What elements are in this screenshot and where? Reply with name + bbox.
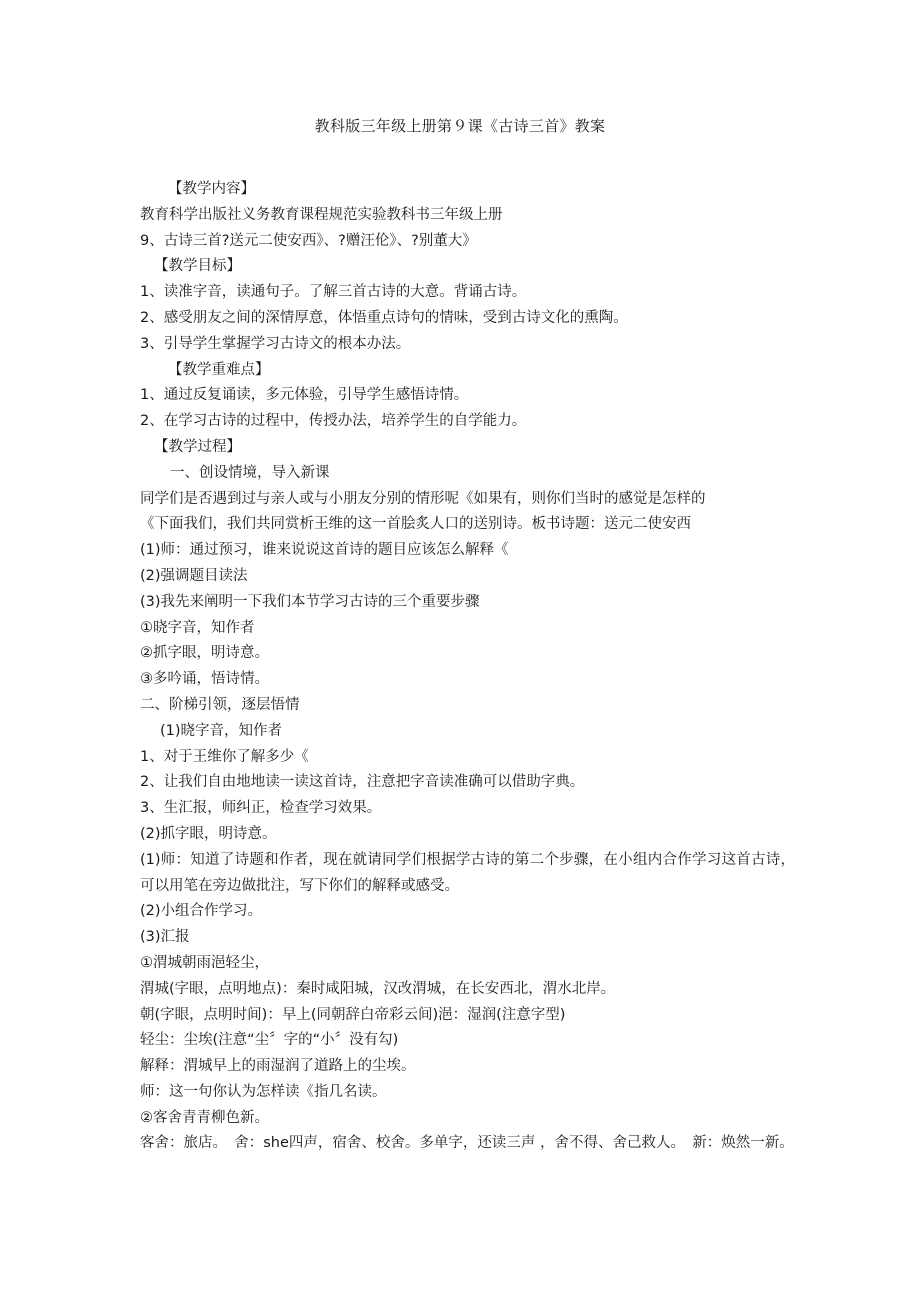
poem-line: ②客舍青青柳色新。	[140, 1109, 269, 1126]
paragraph-line: 朝(字眼，点明时间)：早上(同朝辞白帝彩云间)浥：湿润(注意字型)	[140, 1006, 566, 1023]
paragraph-line: 1、读准字音，读通句子。了解三首古诗的大意。背诵古诗。	[140, 284, 527, 301]
paragraph-line: 1、通过反复诵读，多元体验，引导学生感悟诗情。	[140, 387, 469, 404]
paragraph-line: 师：这一句你认为怎样读《指几名读。	[140, 1083, 387, 1100]
sub-step-heading: (1)晓字音，知作者	[160, 722, 283, 739]
paragraph-line: (1)师：通过预习，谁来说说这首诗的题目应该怎么解释《	[140, 542, 509, 559]
document-body	[140, 177, 795, 1157]
paragraph-line: 1、对于王维你了解多少《	[140, 748, 309, 765]
paragraph-line: 渭城(字眼，点明地点)：秦时咸阳城，汉改渭城，在长安西北，渭水北岸。	[140, 980, 616, 997]
paragraph-line: (2)强调题目读法	[140, 567, 248, 584]
subsection-heading: 二、阶梯引领，逐层悟情	[140, 696, 300, 713]
paragraph-line: 《下面我们，我们共同赏析王维的这一首脍炙人口的送别诗。板书诗题：送元二使安西	[140, 516, 691, 533]
section-heading-goals: 【教学目标】	[154, 258, 241, 275]
paragraph-multiline: 客舍：旅店。 舍：she四声，宿舍、校舍。多单字，还读三声 ，舍不得、舍己救人。 新：焕然一新。	[140, 1135, 794, 1152]
paragraph-line: (3)我先来阐明一下我们本节学习古诗的三个重要步骤	[140, 593, 480, 610]
sub-step-heading: (2)抓字眼，明诗意。	[140, 825, 277, 842]
paragraph-line: 解释：渭城早上的雨湿润了道路上的尘埃。	[140, 1058, 416, 1075]
list-item: ①晓字音，知作者	[140, 619, 255, 636]
paragraph-line: 2、让我们自由地地读一读这首诗，注意把字音读准确可以借助字典。	[140, 774, 585, 791]
poem-line: ①渭城朝雨浥轻尘，	[140, 954, 269, 971]
paragraph-line: 2、在学习古诗的过程中，传授办法，培养学生的自学能力。	[140, 413, 527, 430]
section-heading-content: 【教学内容】	[168, 181, 255, 197]
list-item: ③多吟诵，悟诗情。	[140, 671, 269, 688]
paragraph-line: 9、古诗三首?送元二使安西》、?赠汪伦》、?别董大》	[140, 232, 477, 249]
paragraph-line: (2)小组合作学习。	[140, 903, 263, 920]
paragraph-line: 2、感受朋友之间的深情厚意，体悟重点诗句的情味，受到古诗文化的熏陶。	[140, 309, 628, 326]
paragraph-multiline: (1)师：知道了诗题和作者，现在就请同学们根据学古诗的第二个步骤，在小组内合作学习这首古诗，可以用笔在旁边做批注，写下你们的解释或感受。	[140, 851, 795, 894]
paragraph-line: 3、生汇报，师纠正，检查学习效果。	[140, 800, 382, 817]
paragraph-line: 3、引导学生掌握学习古诗文的根本办法。	[140, 335, 411, 352]
paragraph-line: 同学们是否遇到过与亲人或与小朋友分别的情形呢《如果有，则你们当时的感觉是怎样的	[140, 490, 706, 507]
document-title: 教科版三年级上册第９课《古诗三首》教案	[314, 117, 606, 135]
list-item: ②抓字眼，明诗意。	[140, 645, 269, 662]
paragraph-line: 轻尘：尘埃(注意“尘〞字的“小〞没有勾)	[140, 1032, 399, 1049]
section-heading-key-points: 【教学重难点】	[168, 361, 270, 378]
paragraph-line: (3)汇报	[140, 929, 190, 946]
paragraph-line: 教育科学出版社义务教育课程规范实验教科书三年级上册	[140, 206, 503, 223]
subsection-heading: 一、创设情境，导入新课	[170, 464, 330, 481]
section-heading-process: 【教学过程】	[154, 438, 241, 455]
